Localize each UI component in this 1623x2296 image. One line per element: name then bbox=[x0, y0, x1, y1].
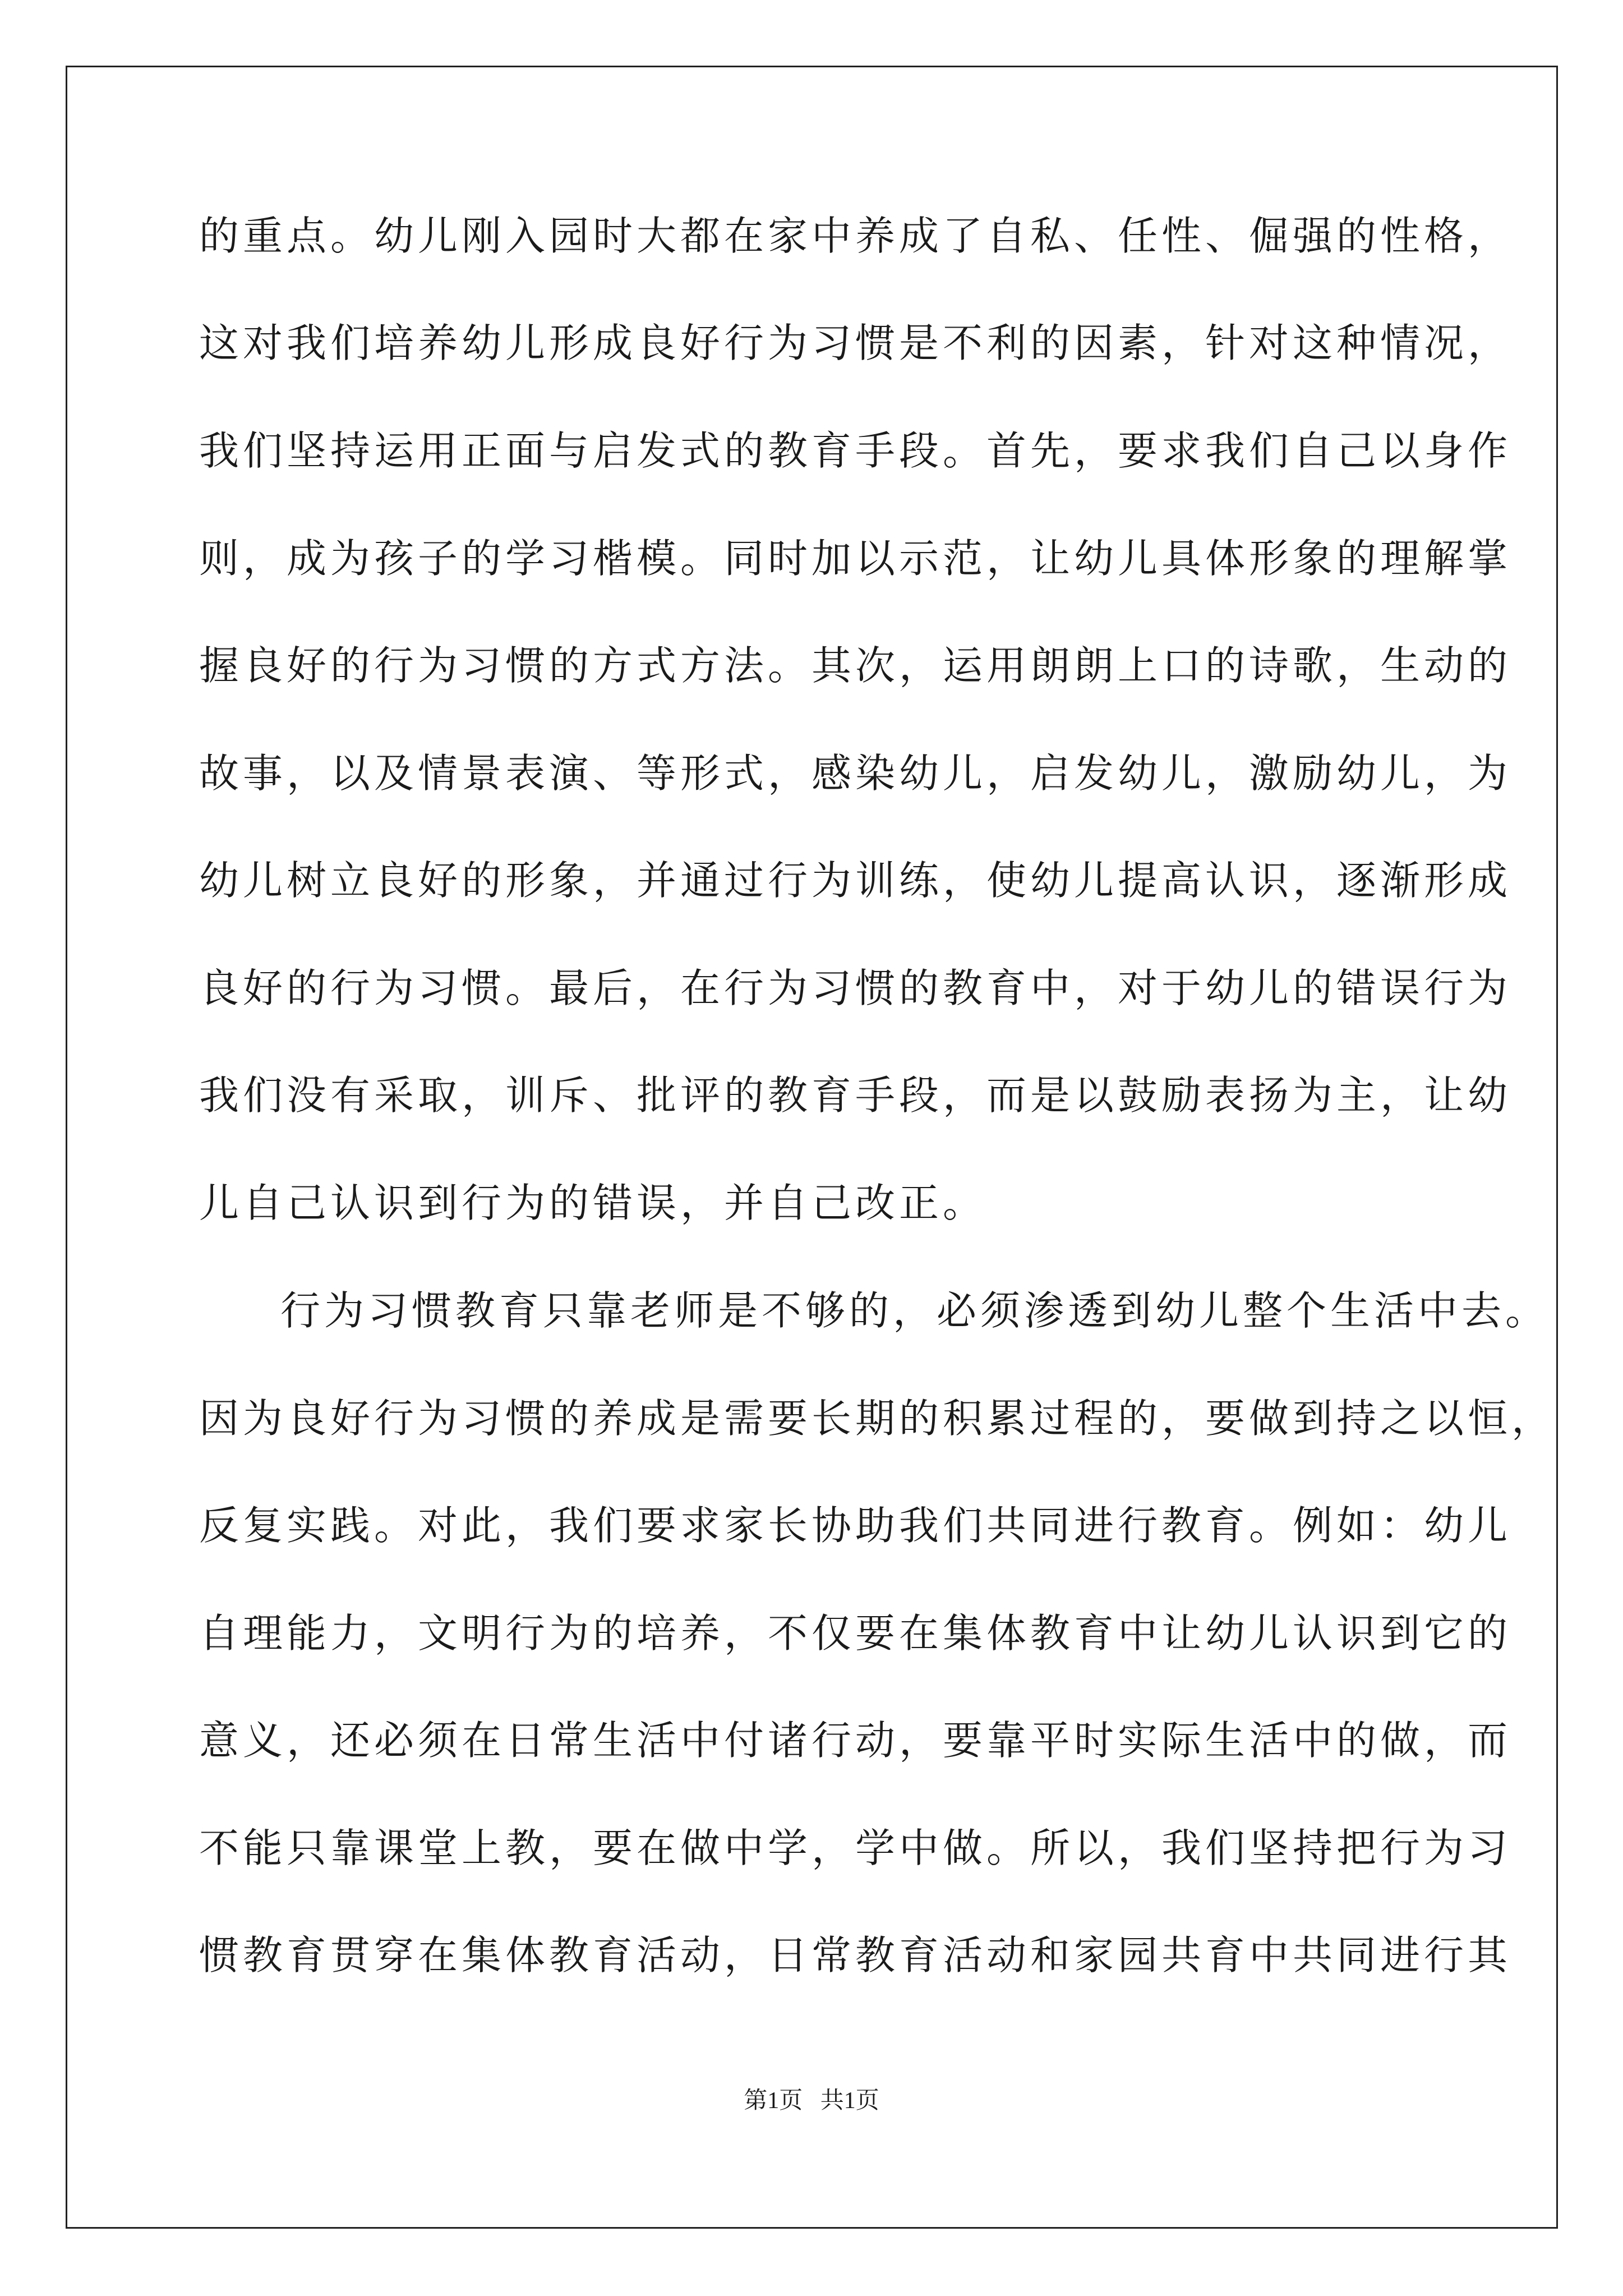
body-line-12: 因为良好行为习惯的养成是需要长期的积累过程的，要做到持之以恒， bbox=[199, 1395, 1556, 1442]
body-line-14: 自理能力，文明行为的培养，不仅要在集体教育中让幼儿认识到它的 bbox=[199, 1610, 1512, 1657]
body-line-11-paragraph-start: 行为习惯教育只靠老师是不够的，必须渗透到幼儿整个生活中去。 bbox=[280, 1287, 1550, 1334]
body-line-6: 故事，以及情景表演、等形式，感染幼儿，启发幼儿，激励幼儿，为 bbox=[199, 750, 1512, 797]
body-line-5: 握良好的行为习惯的方式方法。其次，运用朗朗上口的诗歌，生动的 bbox=[199, 642, 1512, 689]
page-border bbox=[66, 66, 1558, 2229]
body-line-2: 这对我们培养幼儿形成良好行为习惯是不利的因素，针对这种情况， bbox=[199, 320, 1512, 366]
body-line-4: 则，成为孩子的学习楷模。同时加以示范，让幼儿具体形象的理解掌 bbox=[199, 535, 1512, 582]
body-line-13: 反复实践。对此，我们要求家长协助我们共同进行教育。例如：幼儿 bbox=[199, 1502, 1512, 1549]
body-line-15: 意义，还必须在日常生活中付诸行动，要靠平时实际生活中的做，而 bbox=[199, 1717, 1512, 1764]
body-line-16: 不能只靠课堂上教，要在做中学，学中做。所以，我们坚持把行为习 bbox=[199, 1825, 1512, 1871]
body-line-9: 我们没有采取，训斥、批评的教育手段，而是以鼓励表扬为主，让幼 bbox=[199, 1072, 1512, 1119]
body-line-8: 良好的行为习惯。最后，在行为习惯的教育中，对于幼儿的错误行为 bbox=[199, 965, 1512, 1011]
page-number-footer: 第1页 共1页 bbox=[744, 2088, 879, 2114]
body-line-3: 我们坚持运用正面与启发式的教育手段。首先，要求我们自己以身作 bbox=[199, 427, 1512, 474]
body-line-7: 幼儿树立良好的形象，并通过行为训练，使幼儿提高认识，逐渐形成 bbox=[199, 857, 1512, 904]
body-line-1: 的重点。幼儿刚入园时大都在家中养成了自私、任性、倔强的性格， bbox=[199, 213, 1512, 259]
body-line-10: 儿自己认识到行为的错误，并自己改正。 bbox=[199, 1180, 987, 1226]
body-line-17: 惯教育贯穿在集体教育活动，日常教育活动和家园共育中共同进行其 bbox=[199, 1932, 1512, 1978]
